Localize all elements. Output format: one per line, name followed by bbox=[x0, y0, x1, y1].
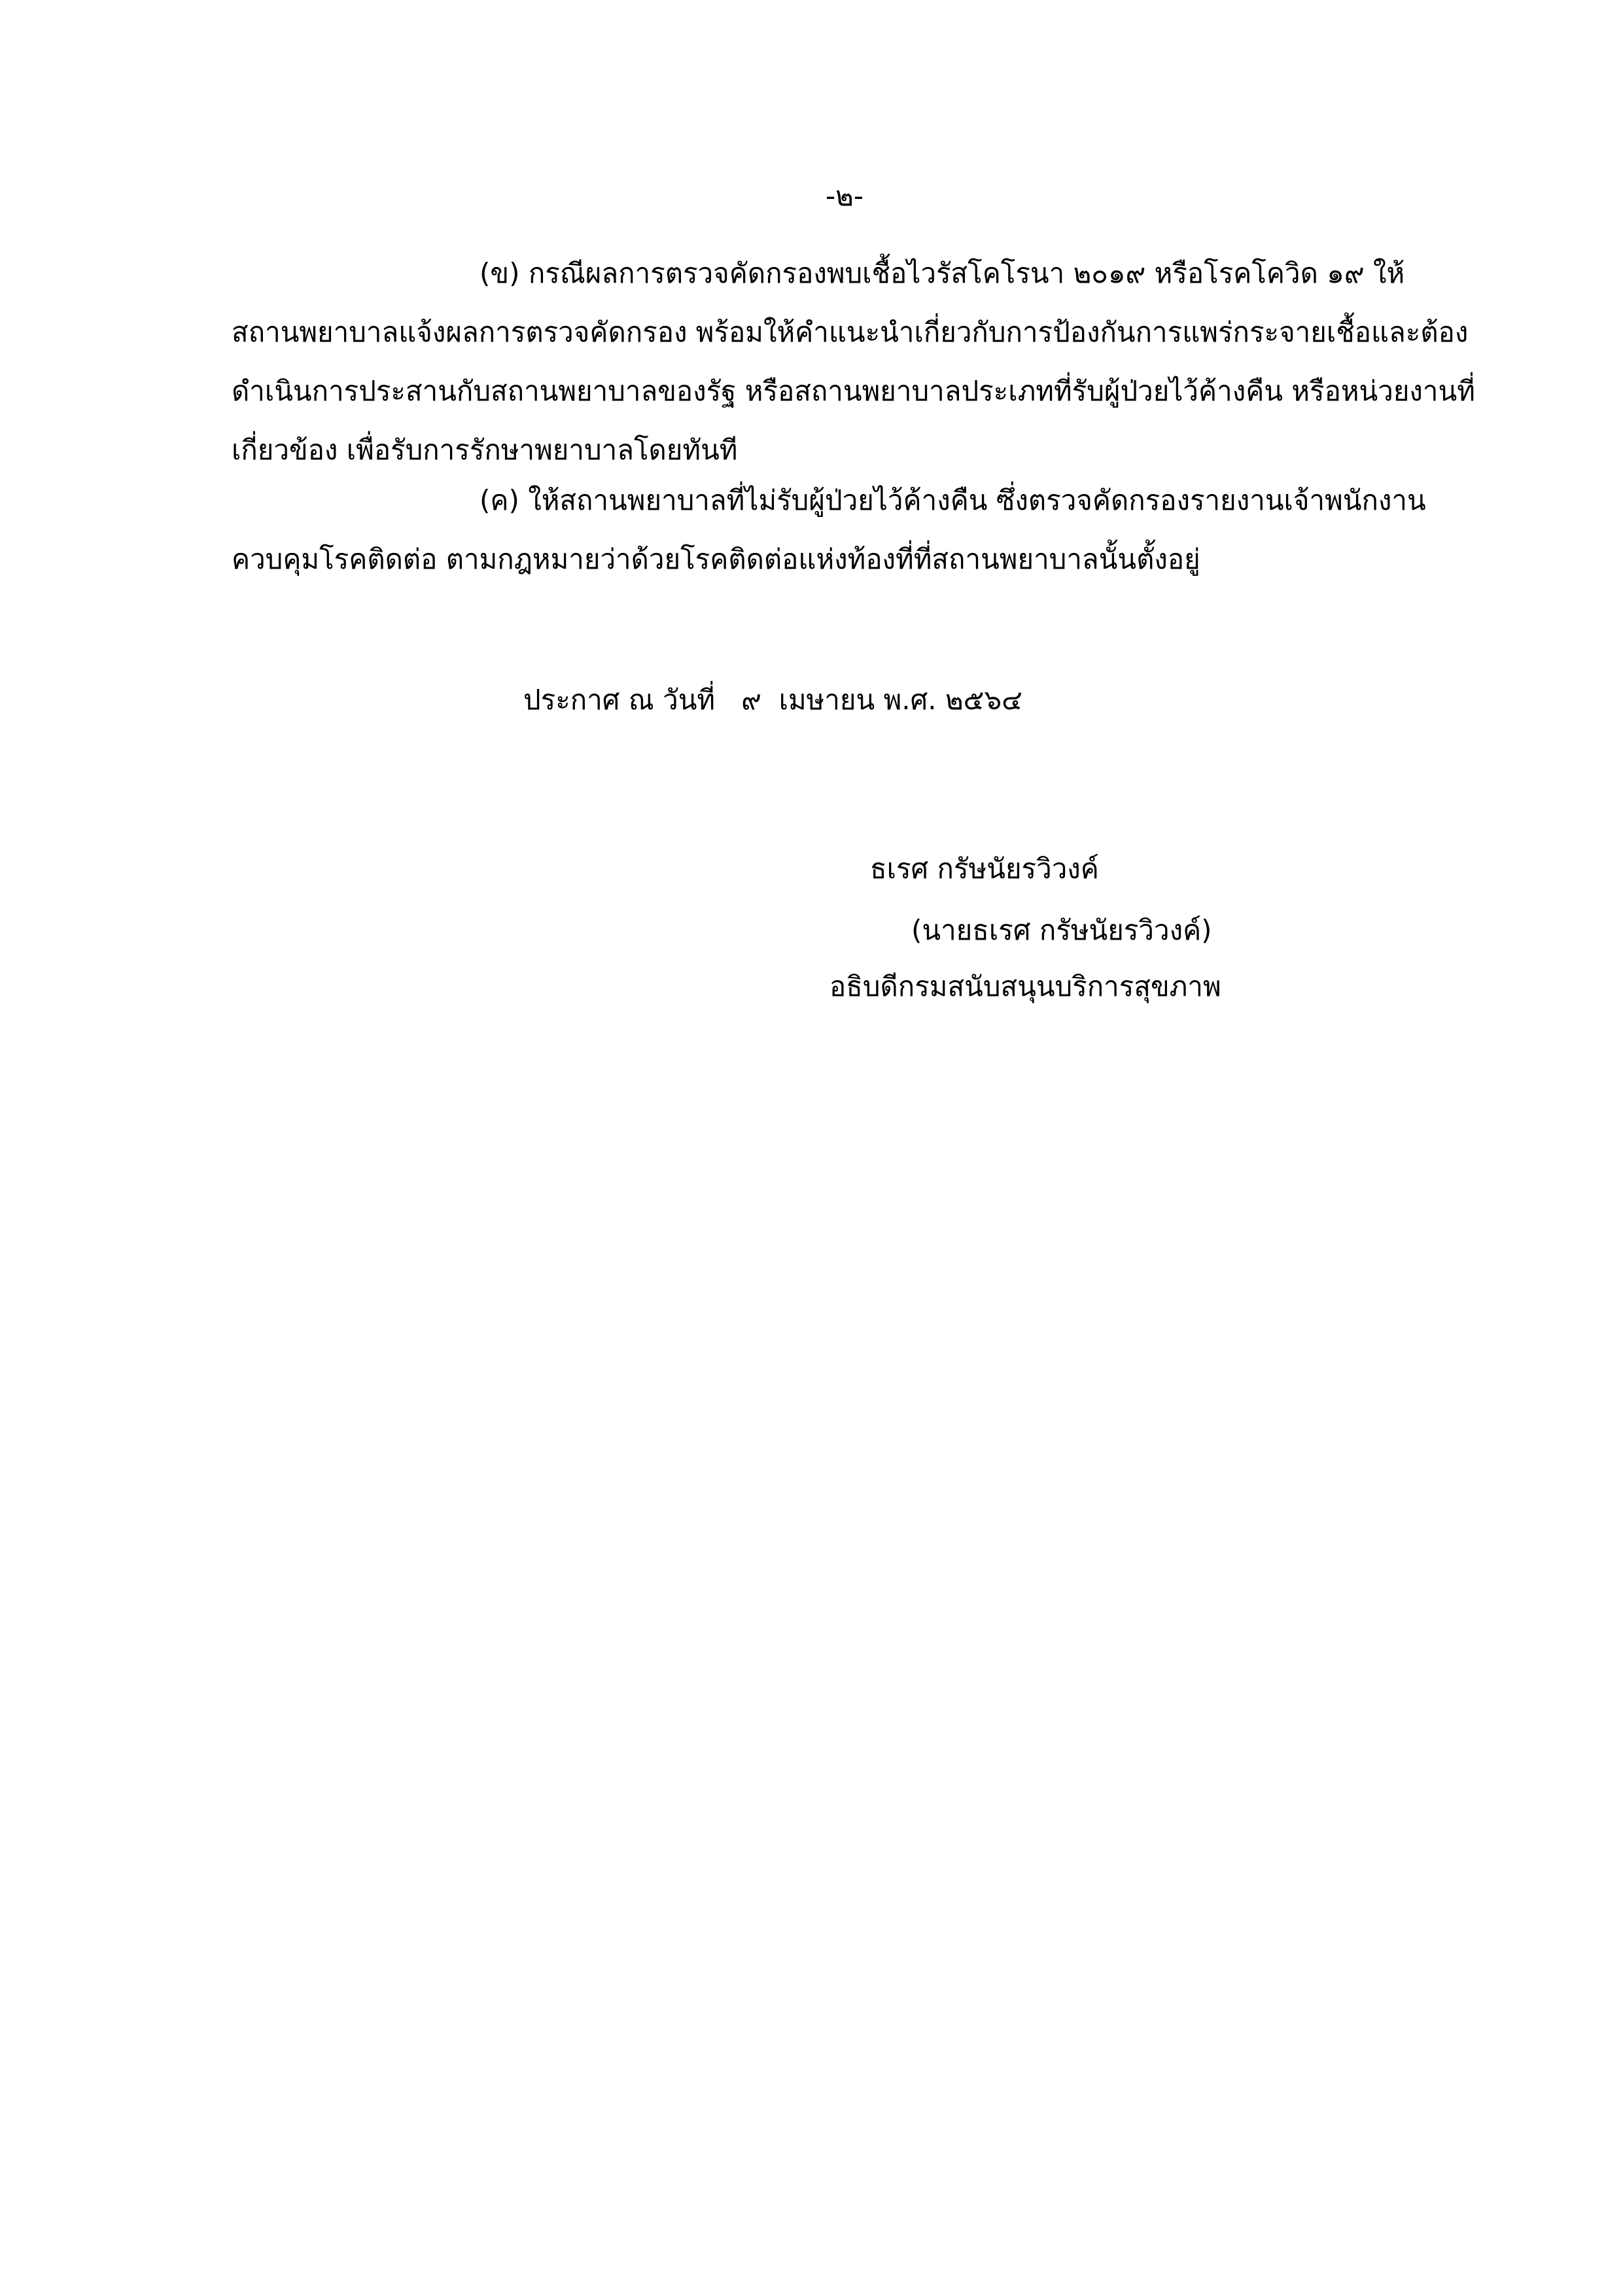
signature-name: ธเรศ กรัษนัยรวิวงค์ bbox=[870, 853, 1099, 885]
clause-kho-line-1: (ข) กรณีผลการตรวจคัดกรองพบเชื้อไวรัสโคโรนา ๒๐๑๙ หรือโรคโควิด ๑๙ ให้ bbox=[480, 257, 1405, 289]
clause-kho-line-4: เกี่ยวข้อง เพื่อรับการรักษาพยาบาลโดยทันที bbox=[232, 434, 738, 466]
page-number: -๒- bbox=[826, 180, 864, 212]
signature-position: อธิบดีกรมสนับสนุนบริการสุขภาพ bbox=[829, 970, 1221, 1002]
clause-kha-line-2: ควบคุมโรคติดต่อ ตามกฎหมายว่าด้วยโรคติดต่อแห่งท้องที่ที่สถานพยาบาลนั้นตั้งอยู่ bbox=[232, 543, 1200, 575]
announcement-date: ประกาศ ณ วันที่ ๙ เมษายน พ.ศ. ๒๕๖๔ bbox=[523, 684, 1022, 716]
clause-kho-line-3: ดำเนินการประสานกับสถานพยาบาลของรัฐ หรือสถานพยาบาลประเภทที่รับผู้ป่วยไว้ค้างคืน หรือหน่วยงานที่ bbox=[232, 375, 1475, 407]
clause-kho-line-2: สถานพยาบาลแจ้งผลการตรวจคัดกรอง พร้อมให้คำแนะนำเกี่ยวกับการป้องกันการแพร่กระจายเชื้อและต้อง bbox=[232, 316, 1469, 348]
signature-full-name: (นายธเรศ กรัษนัยรวิวงค์) bbox=[911, 914, 1212, 946]
clause-kha-line-1: (ค) ให้สถานพยาบาลที่ไม่รับผู้ป่วยไว้ค้างคืน ซึ่งตรวจคัดกรองรายงานเจ้าพนักงาน bbox=[480, 484, 1426, 516]
